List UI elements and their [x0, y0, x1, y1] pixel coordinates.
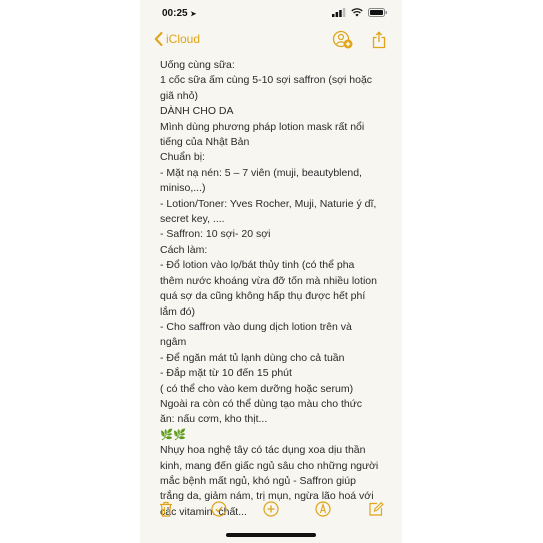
note-line: quá sợ da cũng không hấp thụ được hết phí: [160, 290, 366, 303]
back-button[interactable]: [154, 32, 200, 46]
note-line: ( có thể cho vào kem dưỡng hoặc serum): [160, 382, 354, 395]
compose-icon: [368, 501, 384, 517]
note-line: ăn: nấu cơm, kho thịt...: [160, 413, 268, 426]
bottom-toolbar: [140, 498, 402, 520]
note-line: - Saffron: 10 sợi- 20 sợi: [160, 228, 271, 241]
wifi-icon: [351, 8, 363, 17]
note-line: - Lotion/Toner: Yves Rocher, Muji, Naturie ý dĩ,: [160, 197, 377, 210]
compose-button[interactable]: [365, 498, 387, 520]
note-line: giã nhỏ): [160, 89, 198, 102]
markup-icon: [315, 501, 331, 517]
add-button[interactable]: [260, 498, 282, 520]
status-icons: [332, 8, 388, 17]
add-icon: [263, 501, 279, 517]
note-line: - Đổ lotion vào lọ/bát thủy tinh (có thể pha: [160, 259, 355, 272]
signal-icon: [332, 8, 346, 17]
home-indicator[interactable]: [226, 533, 316, 537]
trash-icon: [159, 501, 173, 517]
note-line: 1 cốc sữa ấm cùng 5-10 sợi saffron (sợi hoặc: [160, 74, 373, 87]
note-line: 🌿🌿: [160, 428, 187, 441]
location-arrow-icon: ➤: [190, 11, 197, 18]
note-line: Nhụy hoa nghệ tây có tác dụng xoa dịu thần: [160, 444, 366, 457]
note-line: Mình dùng phương pháp lotion mask rất nổi: [160, 120, 365, 133]
delete-button[interactable]: [155, 498, 177, 520]
status-time: [162, 8, 196, 19]
status-time-text: 00:25: [162, 8, 188, 19]
status-bar: [140, 0, 402, 30]
note-line: kinh, mang đến giấc ngủ sâu cho những người: [160, 459, 379, 472]
phone-screen: [140, 0, 402, 543]
note-line: - Cho saffron vào dung dịch lotion trên và: [160, 320, 352, 333]
note-line: - Để ngăn mát tủ lạnh dùng cho cả tuần: [160, 351, 345, 364]
note-line: mắc bệnh mất ngủ, khó ngủ - Saffron giúp: [160, 474, 356, 487]
note-body[interactable]: [160, 58, 392, 520]
note-line: DÀNH CHO DA: [160, 105, 234, 118]
note-line: Chuẩn bị:: [160, 151, 205, 164]
note-line: tiếng của Nhật Bản: [160, 136, 250, 149]
note-line: thêm nước khoáng vừa đỡ tốn mà nhiều lotion: [160, 274, 377, 287]
note-line: lắm đó): [160, 305, 196, 318]
nav-bar: [140, 28, 402, 52]
battery-icon: [368, 8, 388, 17]
note-line: secret key, ....: [160, 213, 225, 226]
note-line: Cách làm:: [160, 243, 208, 256]
note-line: trắng da, giảm nám, trị mụn, ngừa lão hoá với: [160, 490, 374, 503]
note-line: Ngoài ra còn có thể dùng tạo màu cho thức: [160, 397, 362, 410]
note-line: miniso,...): [160, 182, 206, 195]
note-line: các vitamin. chất...: [160, 505, 247, 518]
note-line: - Mặt nạ nén: 5 – 7 viên (muji, beautyblend,: [160, 166, 362, 179]
nav-actions: [332, 30, 386, 50]
back-label: iCloud: [166, 32, 201, 46]
checklist-button[interactable]: [208, 498, 230, 520]
note-line: - Đắp mặt từ 10 đến 15 phút: [160, 367, 292, 380]
add-people-icon[interactable]: [332, 30, 354, 50]
markup-button[interactable]: [312, 498, 334, 520]
checklist-icon: [211, 501, 227, 517]
note-line: ngâm: [160, 336, 187, 349]
note-line: Uống cùng sữa:: [160, 59, 235, 71]
chevron-left-icon: [154, 32, 163, 46]
share-icon[interactable]: [372, 31, 386, 49]
